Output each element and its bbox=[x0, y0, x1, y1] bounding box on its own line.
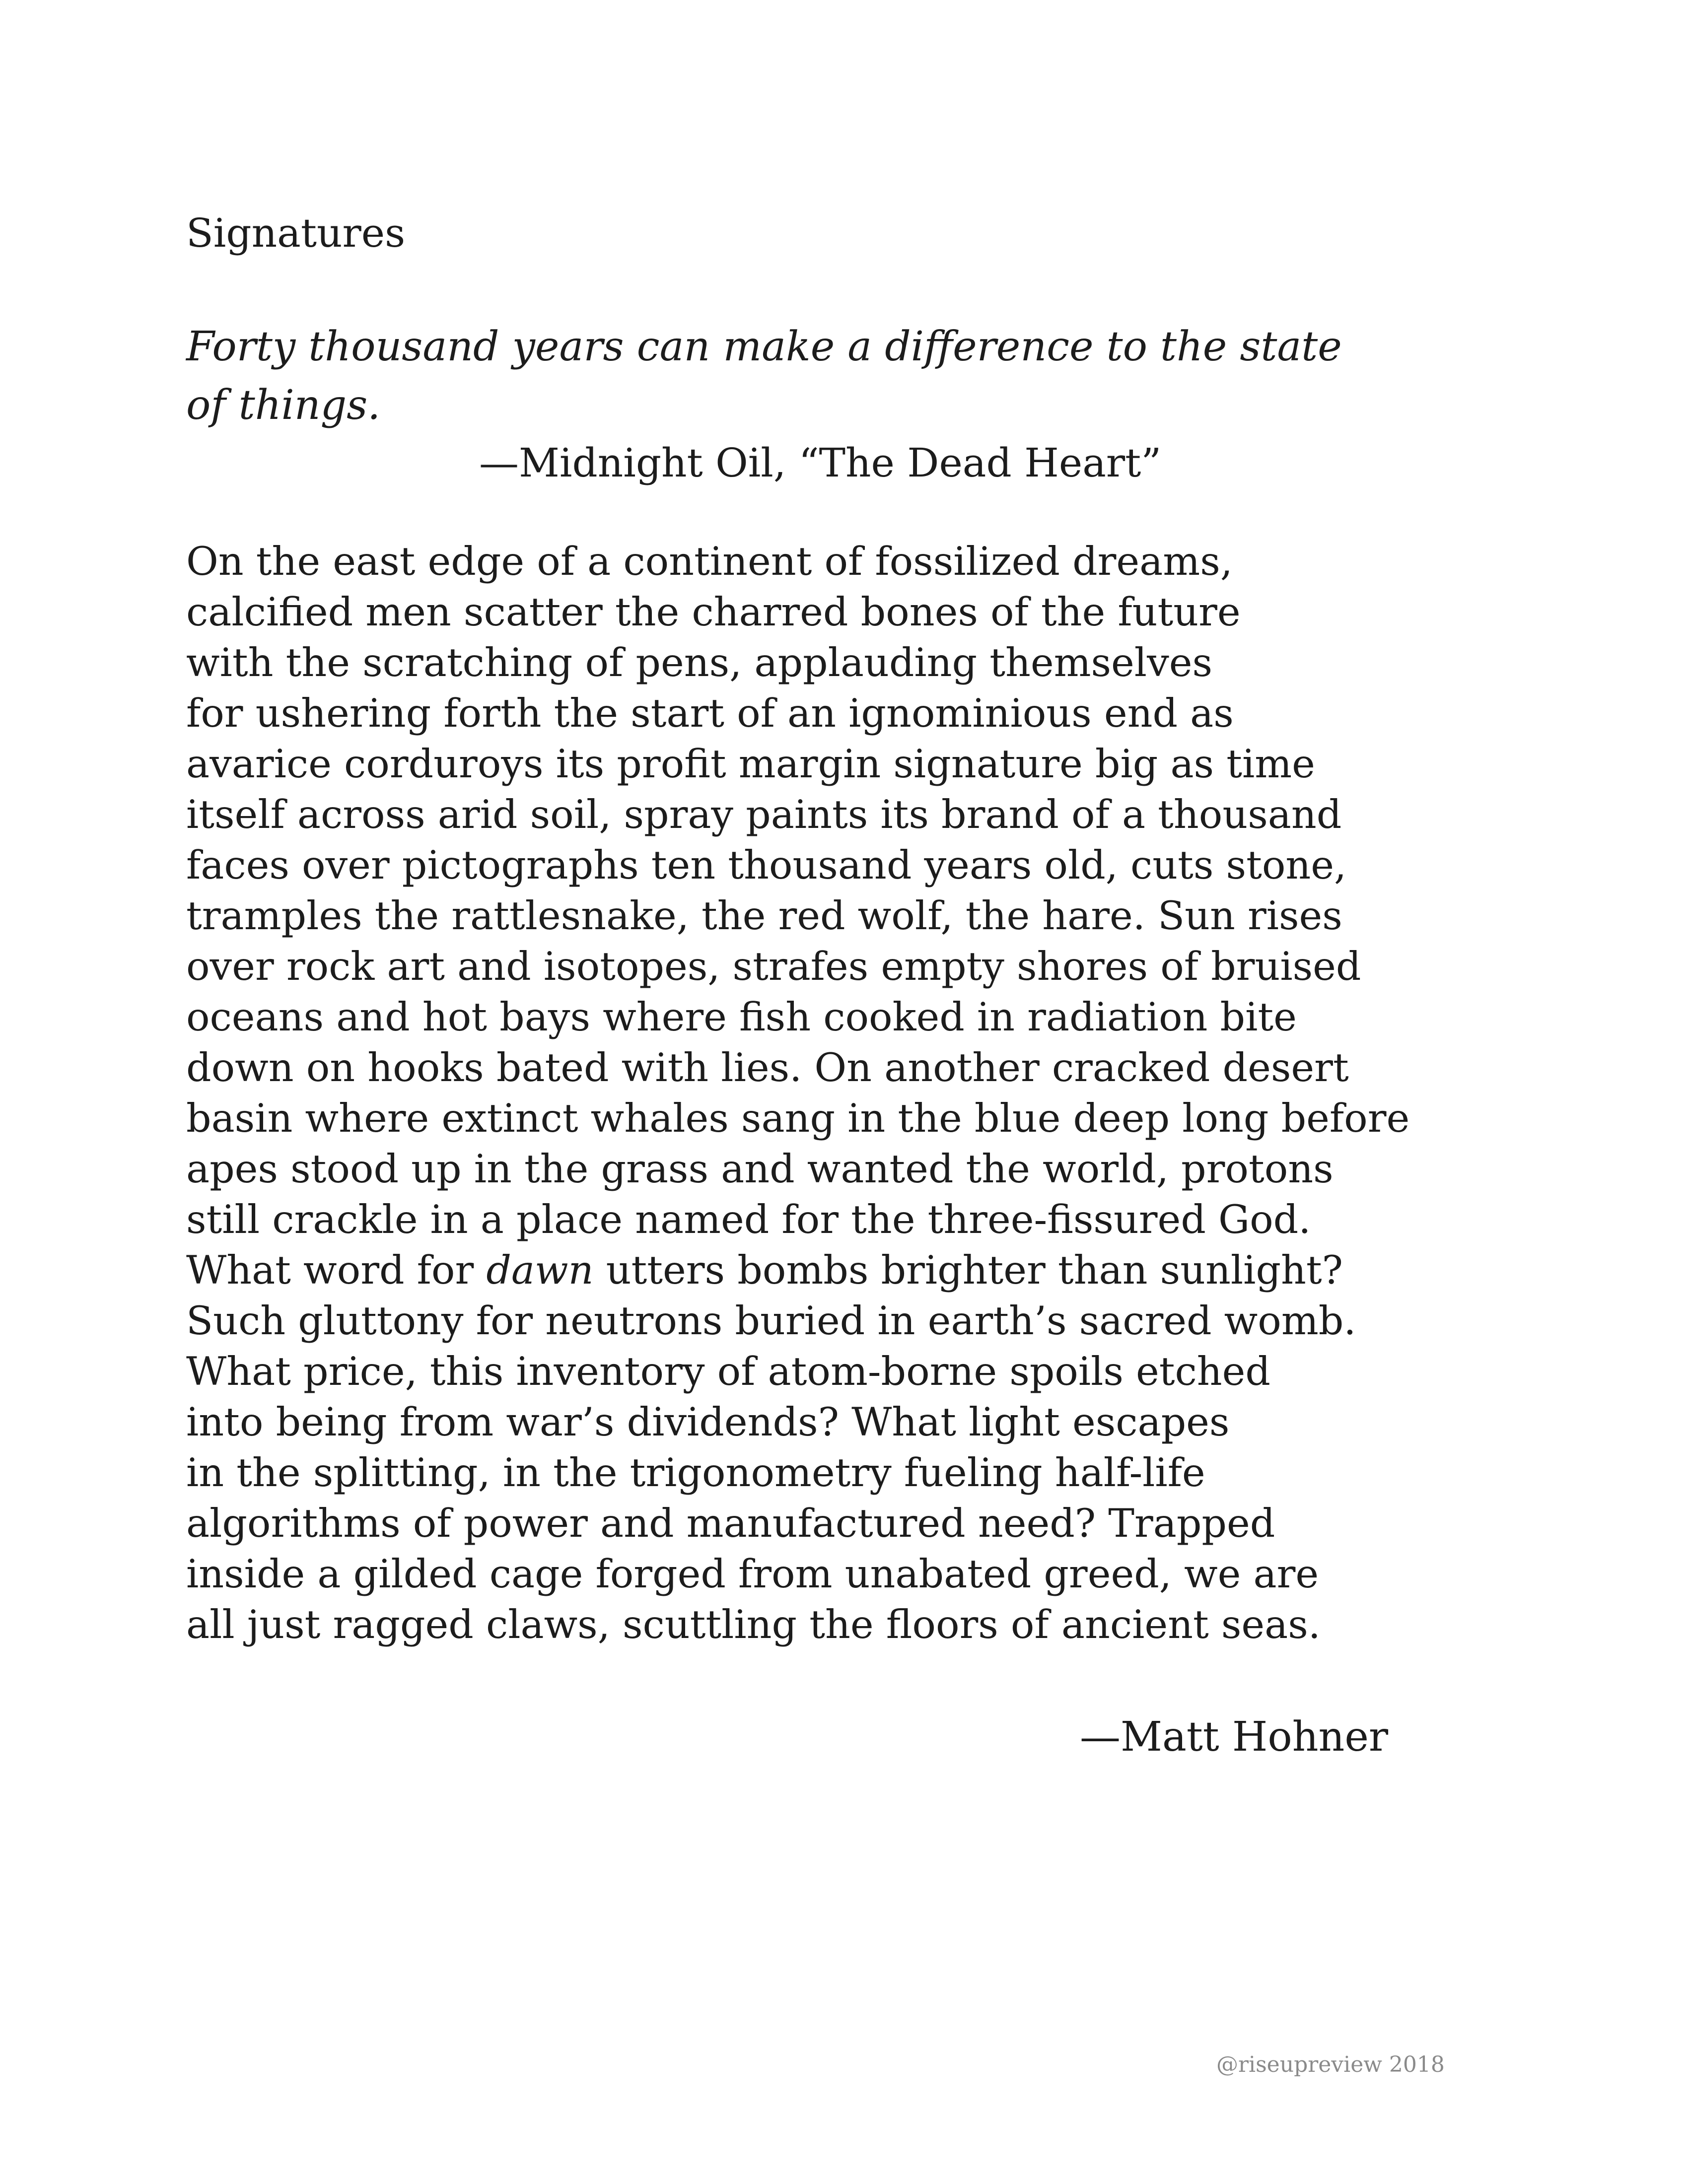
poem-line: still crackle in a place named for the three-fissured God. bbox=[186, 1197, 1311, 1242]
poem-line: faces over pictographs ten thousand years old, cuts stone, bbox=[186, 842, 1347, 888]
poem-line: over rock art and isotopes, strafes empty shores of bruised bbox=[186, 944, 1361, 989]
poem-line: tramples the rattlesnake, the red wolf, the hare. Sun rises bbox=[186, 893, 1342, 939]
poem-line: oceans and hot bays where fish cooked in radiation bite bbox=[186, 994, 1297, 1040]
poem-line: What price, this inventory of atom-borne spoils etched bbox=[186, 1349, 1270, 1394]
footer-credit: @riseupreview 2018 bbox=[1216, 2052, 1445, 2077]
poem-line: into being from war’s dividends? What light escapes bbox=[186, 1399, 1230, 1445]
poem-line: all just ragged claws, scuttling the floors of ancient seas. bbox=[186, 1602, 1321, 1647]
poem-line: algorithms of power and manufactured need? Trapped bbox=[186, 1501, 1275, 1546]
poem-line: avarice corduroys its profit margin signature big as time bbox=[186, 741, 1315, 787]
epigraph bbox=[186, 318, 1342, 435]
poem-line: with the scratching of pens, applauding themselves bbox=[186, 640, 1212, 685]
epigraph-attribution: —Midnight Oil, “The Dead Heart” bbox=[479, 440, 1162, 486]
poem-author: —Matt Hohner bbox=[1080, 1713, 1389, 1761]
poem-line: for ushering forth the start of an ignominious end as bbox=[186, 690, 1234, 736]
poem-line: down on hooks bated with lies. On another cracked desert bbox=[186, 1045, 1349, 1091]
poem-title: Signatures bbox=[186, 210, 406, 256]
poem-line: calcified men scatter the charred bones of the future bbox=[186, 589, 1241, 635]
poem-body bbox=[186, 536, 1409, 1650]
poem-line: Such gluttony for neutrons buried in earth’s sacred womb. bbox=[186, 1298, 1356, 1344]
epigraph-line: Forty thousand years can make a difference to the state bbox=[186, 323, 1342, 370]
poem-line: in the splitting, in the trigonometry fueling half-life bbox=[186, 1450, 1205, 1496]
epigraph-line: of things. bbox=[186, 382, 381, 429]
poem-line: basin where extinct whales sang in the blue deep long before bbox=[186, 1095, 1410, 1141]
poem-line-start: What word for bbox=[186, 1247, 474, 1293]
italic-word: dawn bbox=[486, 1247, 594, 1293]
poem-line: inside a gilded cage forged from unabated greed, we are bbox=[186, 1551, 1319, 1597]
poem-line: apes stood up in the grass and wanted the world, protons bbox=[186, 1146, 1334, 1192]
poem-line: itself across arid soil, spray paints its brand of a thousand bbox=[186, 792, 1342, 837]
poem-line-end: utters bombs brighter than sunlight? bbox=[606, 1247, 1343, 1293]
poem-line-with-italic bbox=[186, 1245, 1409, 1296]
poem-line: On the east edge of a continent of fossilized dreams, bbox=[186, 539, 1233, 584]
